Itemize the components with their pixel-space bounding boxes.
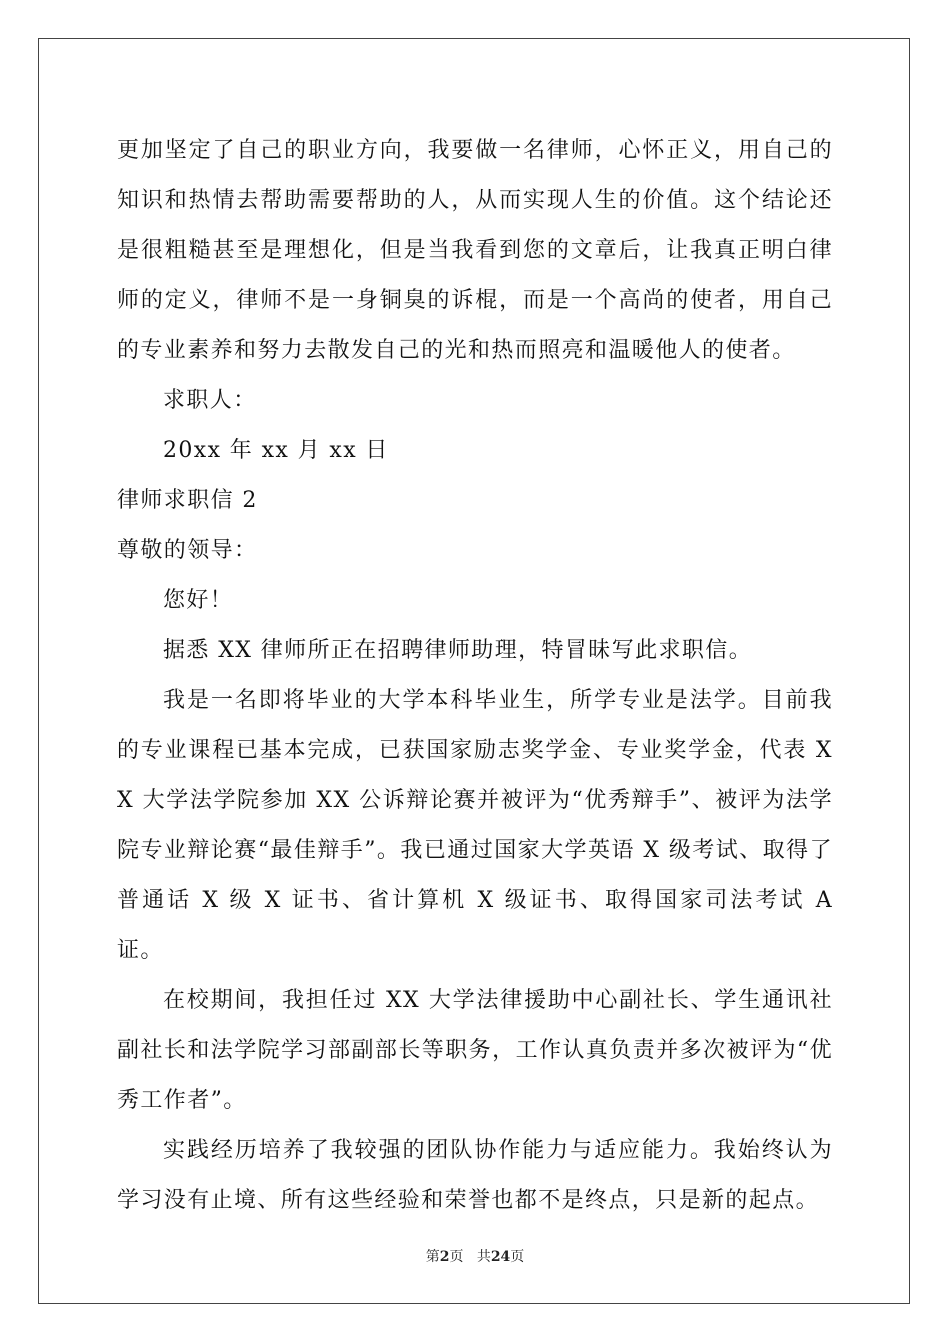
page-footer bbox=[0, 1246, 950, 1266]
paragraph-purpose: 据悉 XX 律师所正在招聘律师助理，特冒昧写此求职信。 bbox=[163, 638, 753, 663]
greeting: 您好！ bbox=[163, 588, 234, 613]
page-prefix: 第 bbox=[425, 1249, 440, 1265]
total-suffix: 页 bbox=[510, 1249, 525, 1265]
paragraph-experience: 实践经历培养了我较强的团队协作能力与适应能力。我始终认为学习没有止境、所有这些经验和荣誉也都不是终点，只是新的起点。 bbox=[117, 1138, 833, 1213]
current-page-number: 2 bbox=[439, 1249, 450, 1265]
letter-date: 20xx 年 xx 月 xx 日 bbox=[163, 438, 389, 463]
applicant-signature-label: 求职人： bbox=[163, 388, 257, 413]
document-body bbox=[117, 126, 833, 1226]
letter-title: 律师求职信 2 bbox=[117, 488, 258, 513]
paragraph-campus-roles: 在校期间，我担任过 XX 大学法律援助中心副社长、学生通讯社副社长和法学院学习部副部长等职务，工作认真负责并多次被评为“优秀工作者”。 bbox=[117, 988, 833, 1113]
paragraph-career-direction: 更加坚定了自己的职业方向，我要做一名律师，心怀正义，用自己的知识和热情去帮助需要帮助的人，从而实现人生的价值。这个结论还是很粗糙甚至是理想化，但是当我看到您的文章后，让我真正明白律师的定义，律师不是一身铜臭的诉棍，而是一个高尚的使者，用自己的专业素养和努力去散发自己的光和热而照亮和温暖他人的使者。 bbox=[117, 138, 833, 363]
salutation: 尊敬的领导： bbox=[117, 538, 258, 563]
paragraph-education: 我是一名即将毕业的大学本科毕业生，所学专业是法学。目前我的专业课程已基本完成，已获国家励志奖学金、专业奖学金，代表 XX 大学法学院参加 XX 公诉辩论赛并被评为“优秀辩手”、被评为法学院专业辩论赛“最佳辩手”。我已通过国家大学英语 X 级考试、取得了普通话 X 级 X 证书、省计算机 X 级证书、取得国家司法考试 A 证。 bbox=[117, 688, 833, 963]
total-prefix: 共 bbox=[476, 1249, 491, 1265]
total-page-count: 24 bbox=[490, 1249, 511, 1265]
page-suffix: 页 bbox=[449, 1249, 464, 1265]
